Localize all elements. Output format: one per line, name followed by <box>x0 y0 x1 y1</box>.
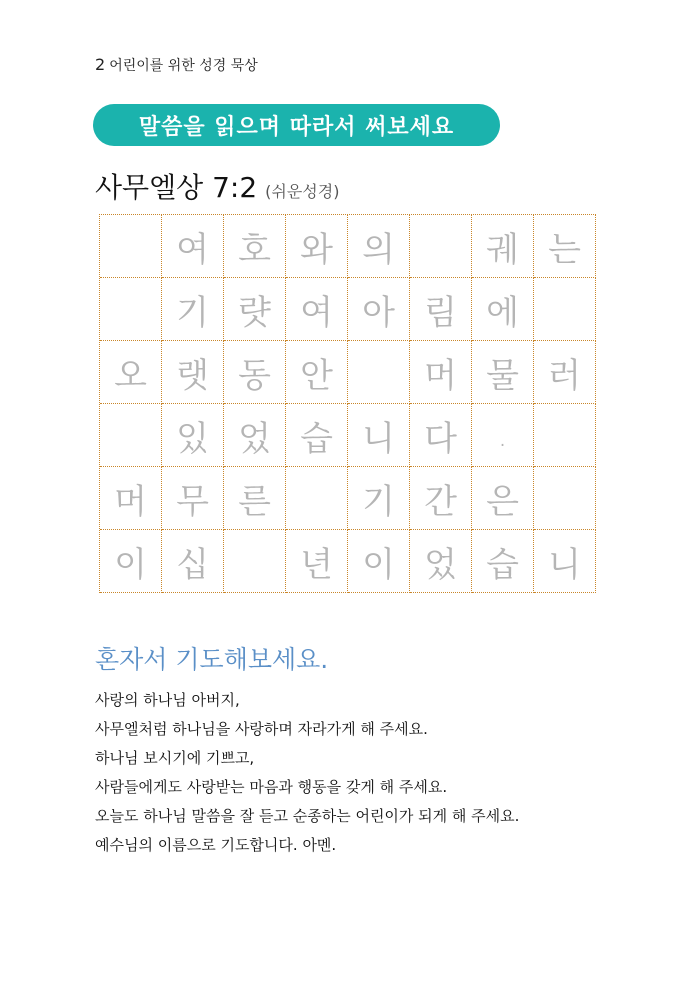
grid-cell: . <box>472 404 534 467</box>
grid-cell: 간 <box>410 467 472 530</box>
grid-cell: 러 <box>534 341 596 404</box>
prayer-line: 오늘도 하나님 말씀을 잘 듣고 순종하는 어린이가 되게 해 주세요. <box>95 807 520 825</box>
grid-cell: 십 <box>162 530 224 593</box>
grid-cell: 은 <box>472 467 534 530</box>
prayer-title: 혼자서 기도해보세요. <box>95 645 329 674</box>
grid-cell: 림 <box>410 278 472 341</box>
grid-cell <box>534 467 596 530</box>
grid-cell: 궤 <box>472 215 534 278</box>
verse-reference <box>95 166 339 206</box>
grid-cell: 기 <box>162 278 224 341</box>
grid-cell: 안 <box>286 341 348 404</box>
grid-cell: 는 <box>534 215 596 278</box>
grid-cell <box>348 341 410 404</box>
grid-cell: 물 <box>472 341 534 404</box>
grid-cell: 호 <box>224 215 286 278</box>
grid-cell: 머 <box>410 341 472 404</box>
grid-cell: 다 <box>410 404 472 467</box>
page-number: 2 <box>95 55 106 74</box>
grid-cell: 년 <box>286 530 348 593</box>
bible-version: (쉬운성경) <box>265 182 340 201</box>
grid-cell: 여 <box>162 215 224 278</box>
grid-cell: 었 <box>410 530 472 593</box>
tracing-grid <box>99 214 596 593</box>
prayer-line: 하나님 보시기에 기쁘고, <box>95 749 255 767</box>
book-title: 어린이를 위한 성경 묵상 <box>109 58 258 74</box>
prayer-text <box>95 686 675 860</box>
page-header <box>95 55 258 75</box>
grid-cell: 었 <box>224 404 286 467</box>
grid-cell: 에 <box>472 278 534 341</box>
grid-cell: 습 <box>286 404 348 467</box>
grid-cell: 럇 <box>224 278 286 341</box>
grid-cell <box>286 467 348 530</box>
grid-cell: 랫 <box>162 341 224 404</box>
prayer-line: 사무엘처럼 하나님을 사랑하며 자라가게 해 주세요. <box>95 720 428 738</box>
grid-cell: 동 <box>224 341 286 404</box>
grid-cell: 와 <box>286 215 348 278</box>
grid-cell: 의 <box>348 215 410 278</box>
banner-text: 말씀을 읽으며 따라서 써보세요 <box>138 114 455 140</box>
grid-cell: 이 <box>348 530 410 593</box>
grid-cell: 기 <box>348 467 410 530</box>
grid-cell <box>100 278 162 341</box>
verse-reference-main: 사무엘상 7:2 <box>95 171 258 204</box>
grid-cell <box>534 278 596 341</box>
grid-cell: 여 <box>286 278 348 341</box>
instruction-banner <box>93 104 500 146</box>
grid-cell: 무 <box>162 467 224 530</box>
grid-cell: 니 <box>348 404 410 467</box>
grid-cell <box>100 404 162 467</box>
prayer-line: 예수님의 이름으로 기도합니다. 아멘. <box>95 836 337 854</box>
grid-cell <box>100 215 162 278</box>
grid-cell: 있 <box>162 404 224 467</box>
grid-cell <box>224 530 286 593</box>
prayer-line: 사람들에게도 사랑받는 마음과 행동을 갖게 해 주세요. <box>95 778 448 796</box>
grid-cell: 른 <box>224 467 286 530</box>
grid-cell: 이 <box>100 530 162 593</box>
grid-cell: 오 <box>100 341 162 404</box>
grid-cell <box>410 215 472 278</box>
grid-cell: 머 <box>100 467 162 530</box>
grid-cell: 니 <box>534 530 596 593</box>
grid-cell: 습 <box>472 530 534 593</box>
grid-cell <box>534 404 596 467</box>
grid-cell: 아 <box>348 278 410 341</box>
prayer-line: 사랑의 하나님 아버지, <box>95 691 240 709</box>
